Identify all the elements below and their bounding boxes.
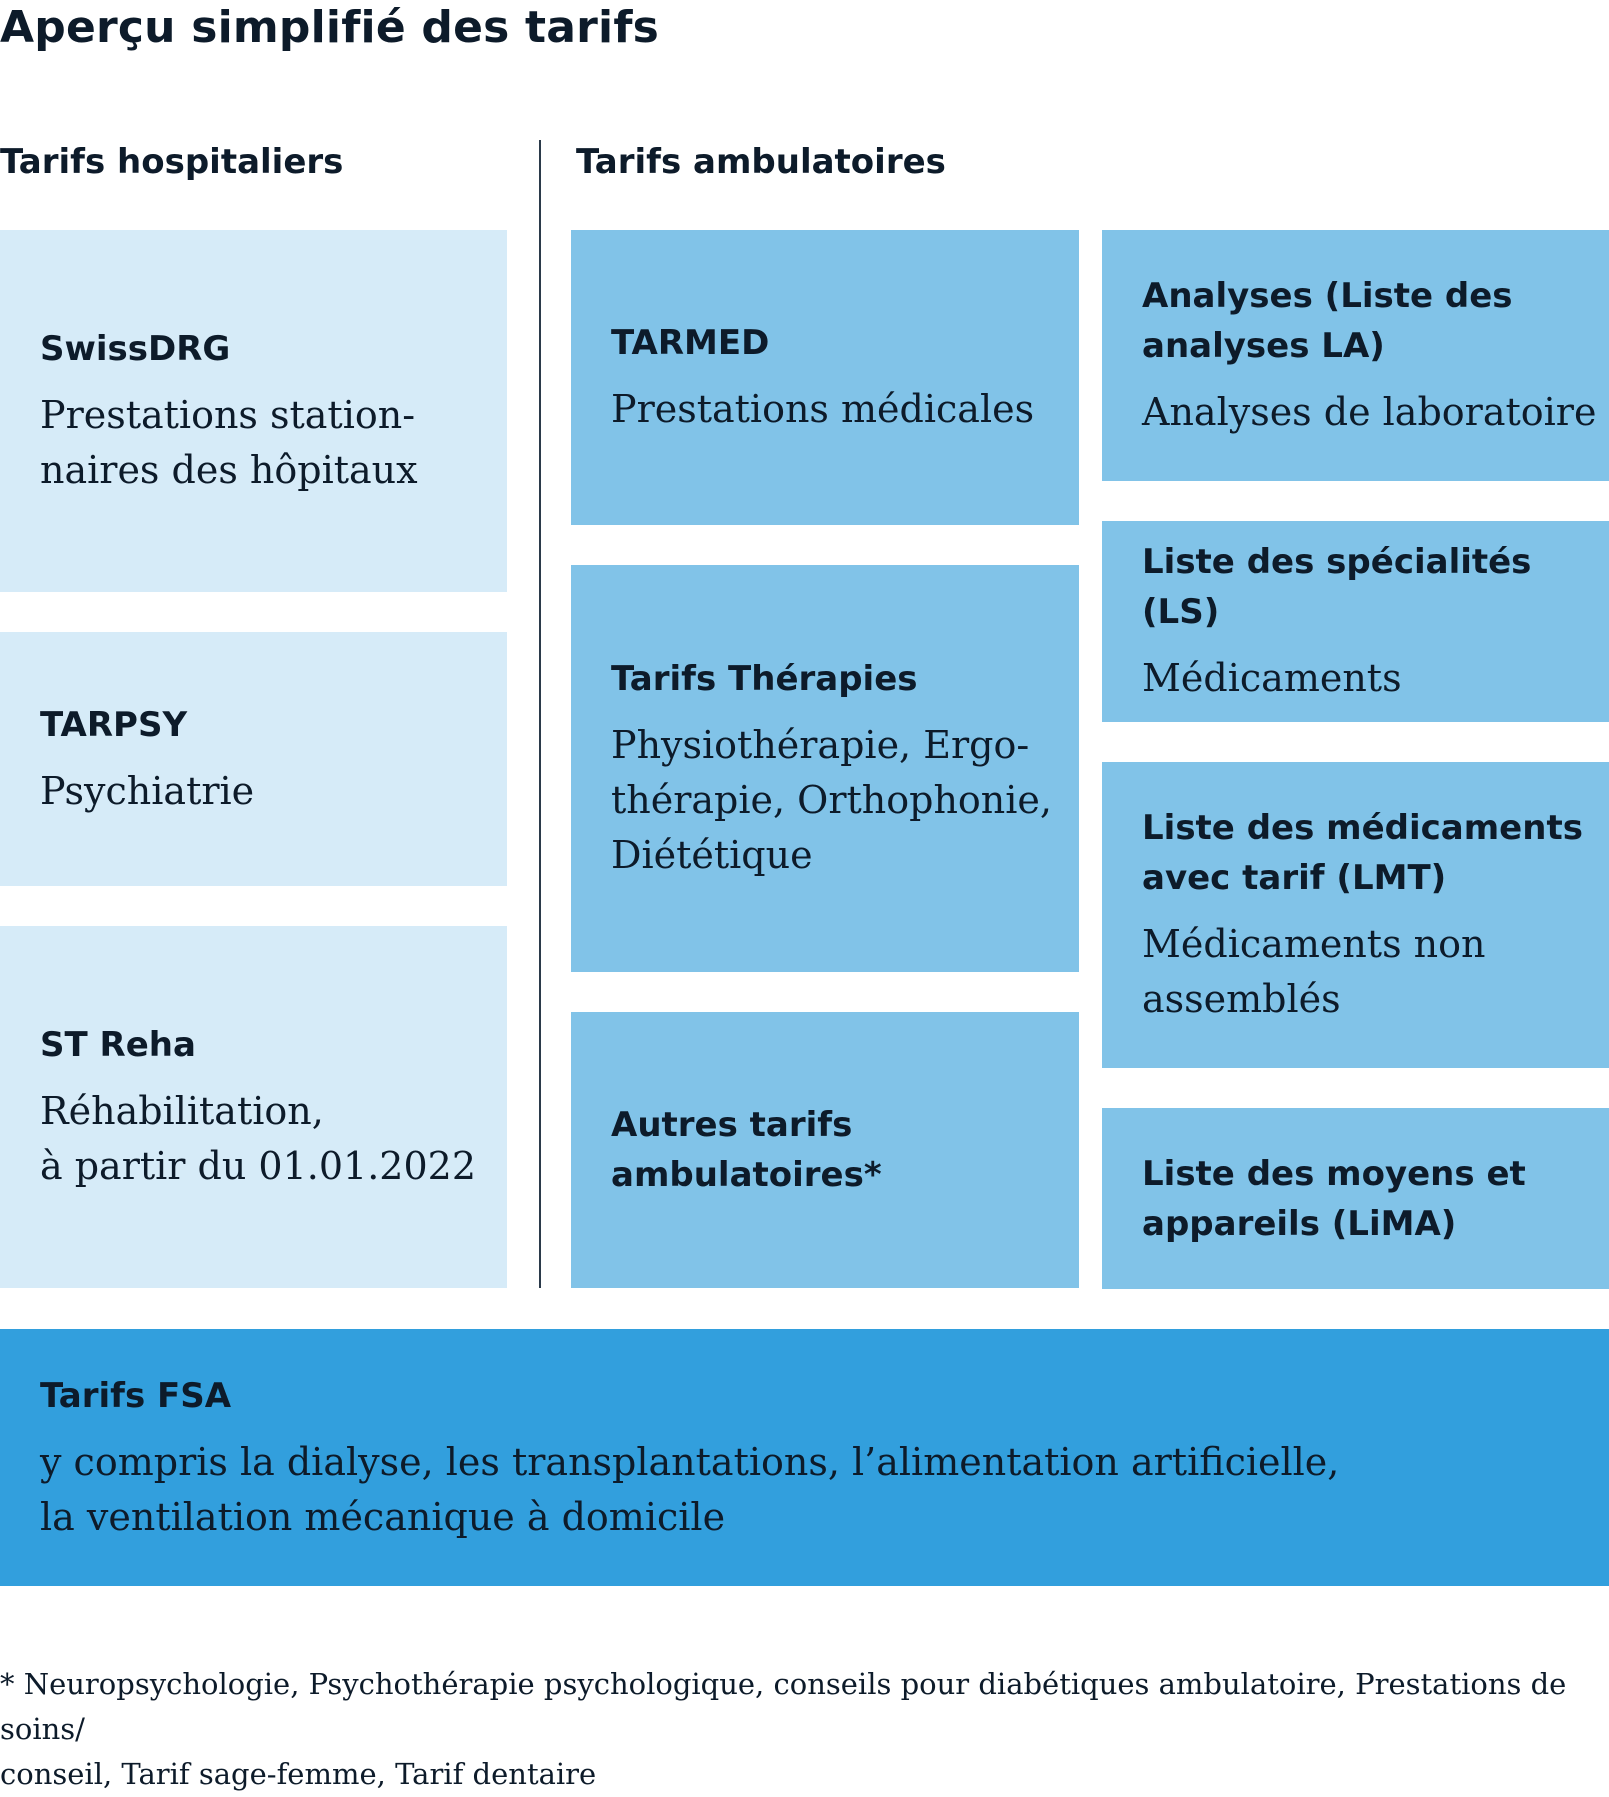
other-ambulatory-name: Autres tarifs ambulatoires* — [611, 1105, 882, 1195]
swissdrg-name: SwissDRG — [40, 329, 231, 369]
analyses-box — [1102, 230, 1609, 481]
fsa-description: y compris la dialyse, les transplantations, l’alimentation artificielle, la ventilation mécanique à domicile — [40, 1439, 1340, 1539]
streha-description: Réhabilitation, à partir du 01.01.2022 — [40, 1089, 476, 1188]
tarmed-name: TARMED — [611, 323, 770, 363]
hospital-tariffs-heading: Tarifs hospitaliers — [0, 142, 344, 182]
streha-name: ST Reha — [40, 1025, 196, 1065]
lima-name: Liste des moyens et appareils (LiMA) — [1142, 1153, 1526, 1244]
swissdrg-box — [0, 230, 507, 592]
tarpsy-description: Psychiatrie — [40, 768, 255, 813]
specialities-list-description: Médicaments — [1142, 656, 1402, 700]
specialities-list-name: Liste des spécialités (LS) — [1142, 542, 1532, 632]
other-ambulatory-box — [571, 1012, 1079, 1288]
therapies-name: Tarifs Thérapies — [611, 659, 918, 699]
tarmed-box — [571, 230, 1079, 525]
tarmed-description: Prestations médicales — [611, 387, 1035, 431]
ambulatory-tariffs-heading: Tarifs ambulatoires — [576, 142, 946, 182]
analyses-description: Analyses de laboratoire — [1142, 390, 1597, 434]
analyses-name: Analyses (Liste des analyses LA) — [1142, 276, 1513, 366]
column-divider — [539, 140, 541, 1288]
lima-box — [1102, 1108, 1609, 1289]
swissdrg-description: Prestations station- naires des hôpitaux — [40, 393, 418, 492]
lmt-name: Liste des médicaments avec tarif (LMT) — [1142, 808, 1583, 898]
therapies-box — [571, 565, 1079, 972]
streha-box — [0, 926, 507, 1288]
therapies-description: Physiothérapie, Ergo- thérapie, Orthophonie, Diététique — [611, 723, 1052, 877]
fsa-box — [0, 1329, 1609, 1586]
tarpsy-box — [0, 632, 507, 886]
tarpsy-name: TARPSY — [40, 704, 188, 745]
lmt-description: Médicaments non assemblés — [1142, 922, 1486, 1021]
footnote: * Neuropsychologie, Psychothérapie psychologique, conseils pour diabétiques ambulatoire, Prestations de soins/ conseil, Tarif sage-femme, Tarif dentaire — [0, 1667, 1567, 1791]
lmt-box — [1102, 762, 1609, 1068]
specialities-list-box — [1102, 521, 1609, 722]
page-title: Aperçu simplifié des tarifs — [0, 2, 660, 53]
fsa-name: Tarifs FSA — [40, 1375, 232, 1416]
